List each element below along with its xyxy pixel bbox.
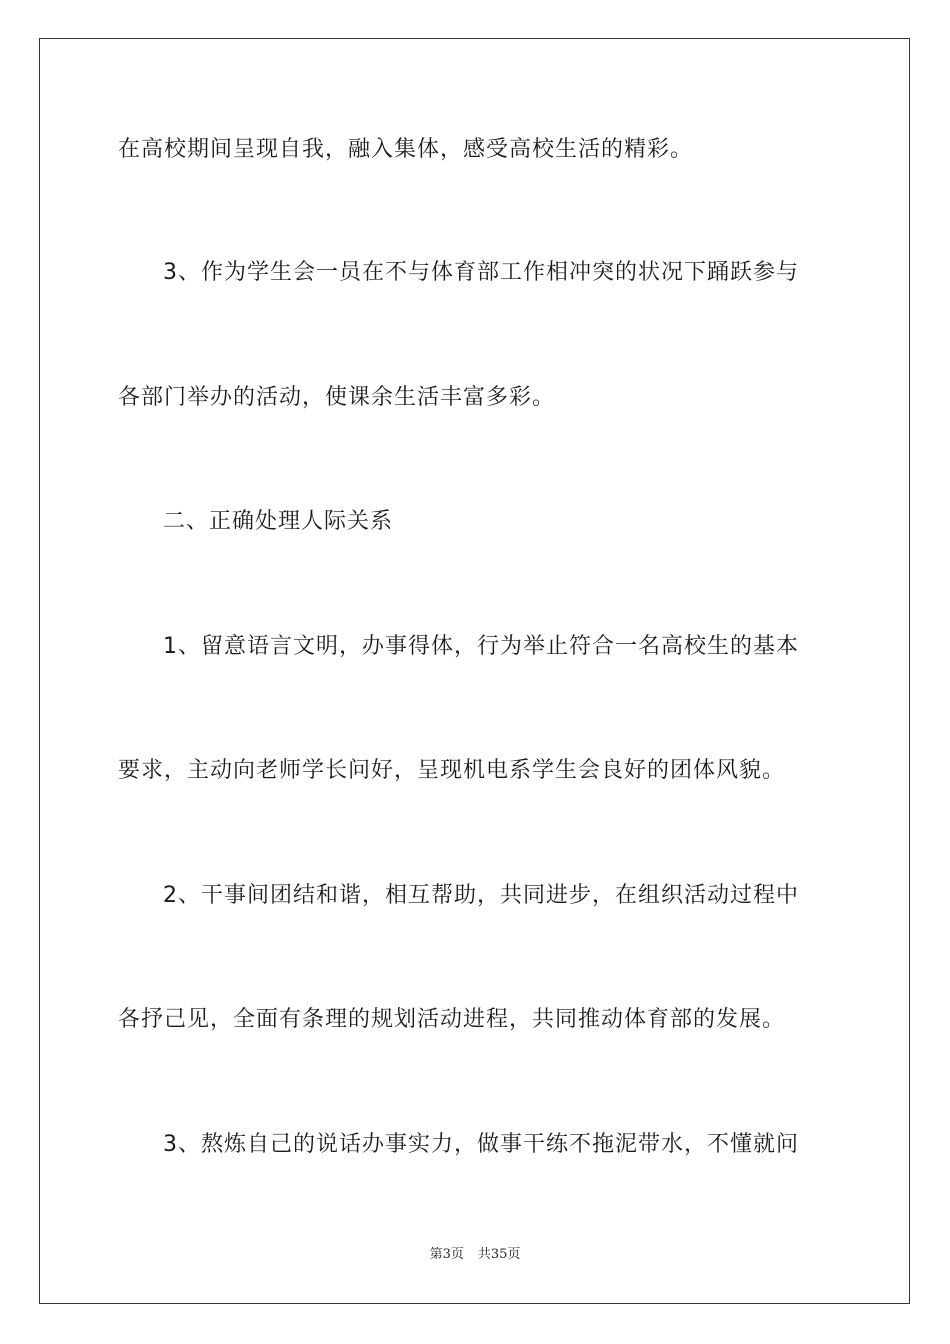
body-line: 在高校期间呈现自我，融入集体，感受高校生活的精彩。 <box>118 137 694 162</box>
body-line: 要求，主动向老师学长问好，呈现机电系学生会良好的团体风貌。 <box>118 758 786 783</box>
body-line: 3、熬炼自己的说话办事实力，做事干练不拖泥带水，不懂就问 <box>163 1132 799 1157</box>
body-line: 各抒己见，全面有条理的规划活动进程，共同推动体育部的发展。 <box>118 1007 786 1032</box>
body-line: 2、干事间团结和谐，相互帮助，共同进步，在组织活动过程中 <box>163 883 799 908</box>
page-footer <box>0 1246 950 1264</box>
page-border <box>39 38 910 1304</box>
body-line: 各部门举办的活动，使课余生活丰富多彩。 <box>118 385 556 410</box>
section-heading: 二、正确处理人际关系 <box>163 509 394 534</box>
page-total: 共35页 <box>477 1247 521 1262</box>
body-line: 1、留意语言文明，办事得体，行为举止符合一名高校生的基本 <box>163 634 799 659</box>
page-number: 第3页 <box>429 1247 464 1262</box>
body-line: 3、作为学生会一员在不与体育部工作相冲突的状况下踊跃参与 <box>163 260 799 285</box>
